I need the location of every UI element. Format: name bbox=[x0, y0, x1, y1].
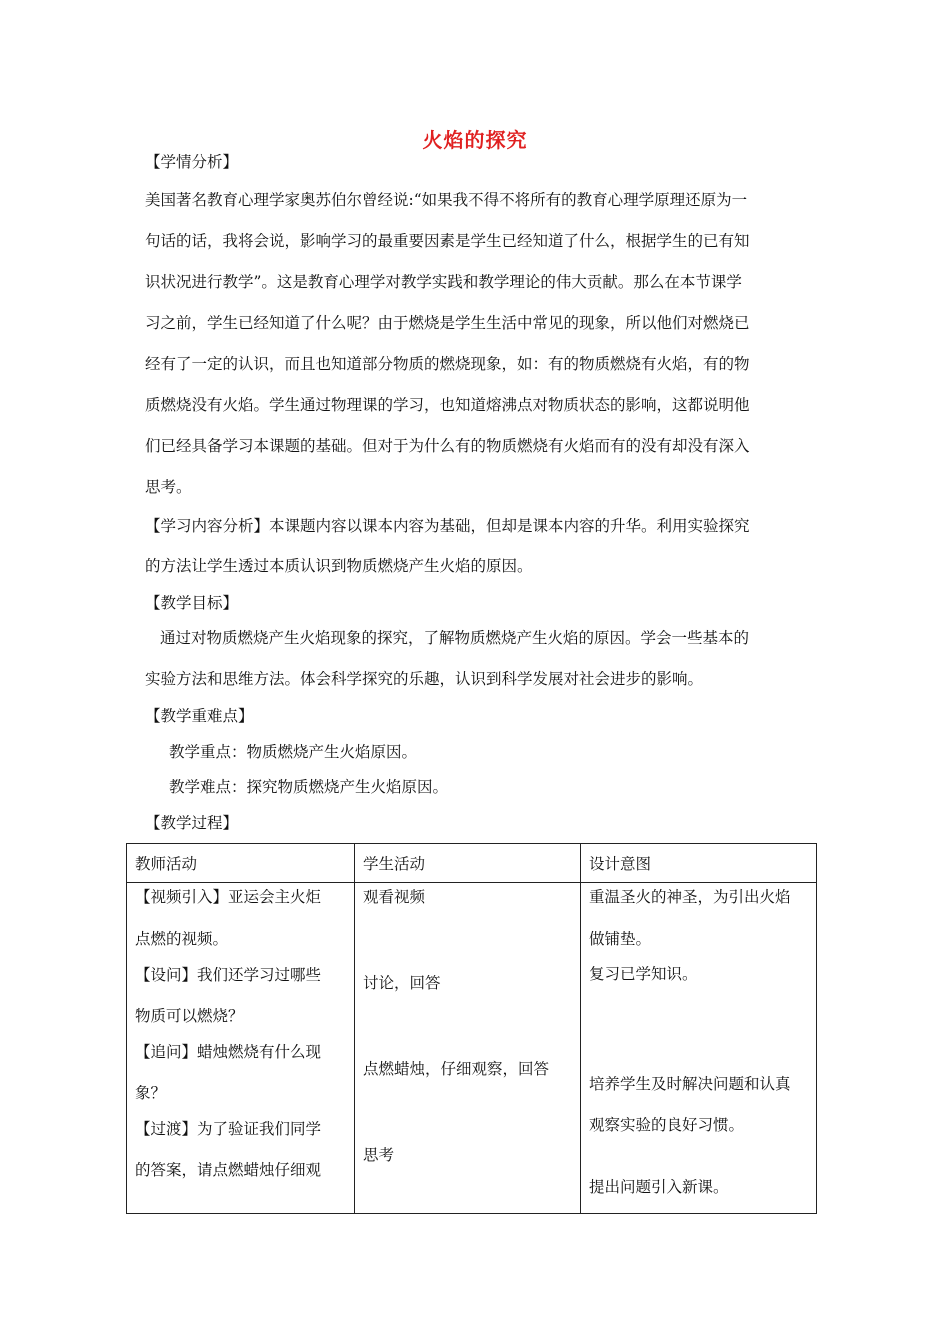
teacher-line: 点燃的视频。 bbox=[135, 930, 229, 948]
analysis-line: 们已经具备学习本课题的基础。但对于为什么有的物质燃烧有火焰而有的没有却没有深入 bbox=[145, 437, 750, 455]
difficulty-point: 教学难点：探究物质燃烧产生火焰原因。 bbox=[169, 778, 449, 796]
analysis-line: 经有了一定的认识，而且也知道部分物质的燃烧现象，如：有的物质燃烧有火焰，有的物 bbox=[145, 355, 750, 373]
header-intent: 设计意图 bbox=[581, 844, 817, 883]
analysis-line: 句话的话，我将会说，影响学习的最重要因素是学生已经知道了什么，根据学生的已有知 bbox=[145, 232, 750, 250]
intent-line: 观察实验的良好习惯。 bbox=[589, 1116, 745, 1134]
teacher-line: 象？ bbox=[135, 1084, 167, 1102]
intent-line: 重温圣火的神圣，为引出火焰 bbox=[589, 888, 791, 906]
table-header-row bbox=[127, 844, 817, 883]
analysis-line: 质燃烧没有火焰。学生通过物理课的学习，也知道熔沸点对物质状态的影响，这都说明他 bbox=[145, 396, 750, 414]
student-cell bbox=[355, 883, 581, 1214]
intent-line: 提出问题引入新课。 bbox=[589, 1178, 729, 1196]
intent-cell bbox=[581, 883, 817, 1214]
intent-line: 培养学生及时解决问题和认真 bbox=[589, 1075, 791, 1093]
goals-line: 通过对物质燃烧产生火焰现象的探究，了解物质燃烧产生火焰的原因。学会一些基本的 bbox=[160, 629, 750, 647]
student-line: 讨论，回答 bbox=[363, 974, 441, 992]
goals-line: 实验方法和思维方法。体会科学探究的乐趣，认识到科学发展对社会进步的影响。 bbox=[145, 670, 704, 688]
analysis-line: 美国著名教育心理学家奥苏伯尔曾经说:“如果我不得不将所有的教育心理学原理还原为一 bbox=[145, 191, 748, 209]
process-table bbox=[126, 843, 817, 1214]
goals-heading: 【教学目标】 bbox=[145, 594, 239, 612]
analysis-line: 思考。 bbox=[145, 478, 192, 496]
keypoints-heading: 【教学重难点】 bbox=[145, 707, 254, 725]
student-line: 点燃蜡烛，仔细观察，回答 bbox=[363, 1060, 550, 1078]
process-heading: 【教学过程】 bbox=[145, 814, 239, 832]
analysis-heading: 【学情分析】 bbox=[145, 153, 239, 171]
teacher-line: 【追问】蜡烛燃烧有什么现 bbox=[135, 1043, 322, 1061]
content-line: 【学习内容分析】本课题内容以课本内容为基础，但却是课本内容的升华。利用实验探究 bbox=[145, 517, 750, 535]
table-row bbox=[127, 883, 817, 1214]
key-point: 教学重点：物质燃烧产生火焰原因。 bbox=[169, 743, 418, 761]
document-title: 火焰的探究 bbox=[422, 128, 528, 152]
teacher-line: 【视频引入】亚运会主火炬 bbox=[135, 888, 322, 906]
teacher-line: 的答案，请点燃蜡烛仔细观 bbox=[135, 1161, 322, 1179]
teacher-line: 【设问】我们还学习过哪些 bbox=[135, 966, 322, 984]
intent-line: 复习已学知识。 bbox=[589, 965, 698, 983]
student-line: 思考 bbox=[363, 1146, 395, 1164]
analysis-line: 识状况进行教学”。这是教育心理学对教学实践和教学理论的伟大贡献。那么在本节课学 bbox=[145, 273, 742, 291]
teacher-cell bbox=[127, 883, 355, 1214]
header-teacher: 教师活动 bbox=[127, 844, 355, 883]
header-student: 学生活动 bbox=[355, 844, 581, 883]
student-line: 观看视频 bbox=[363, 888, 426, 906]
teacher-line: 物质可以燃烧？ bbox=[135, 1007, 244, 1025]
intent-line: 做铺垫。 bbox=[589, 930, 652, 948]
analysis-line: 习之前，学生已经知道了什么呢？由于燃烧是学生生活中常见的现象，所以他们对燃烧已 bbox=[145, 314, 750, 332]
content-line: 的方法让学生透过本质认识到物质燃烧产生火焰的原因。 bbox=[145, 557, 533, 575]
teacher-line: 【过渡】为了验证我们同学 bbox=[135, 1120, 322, 1138]
